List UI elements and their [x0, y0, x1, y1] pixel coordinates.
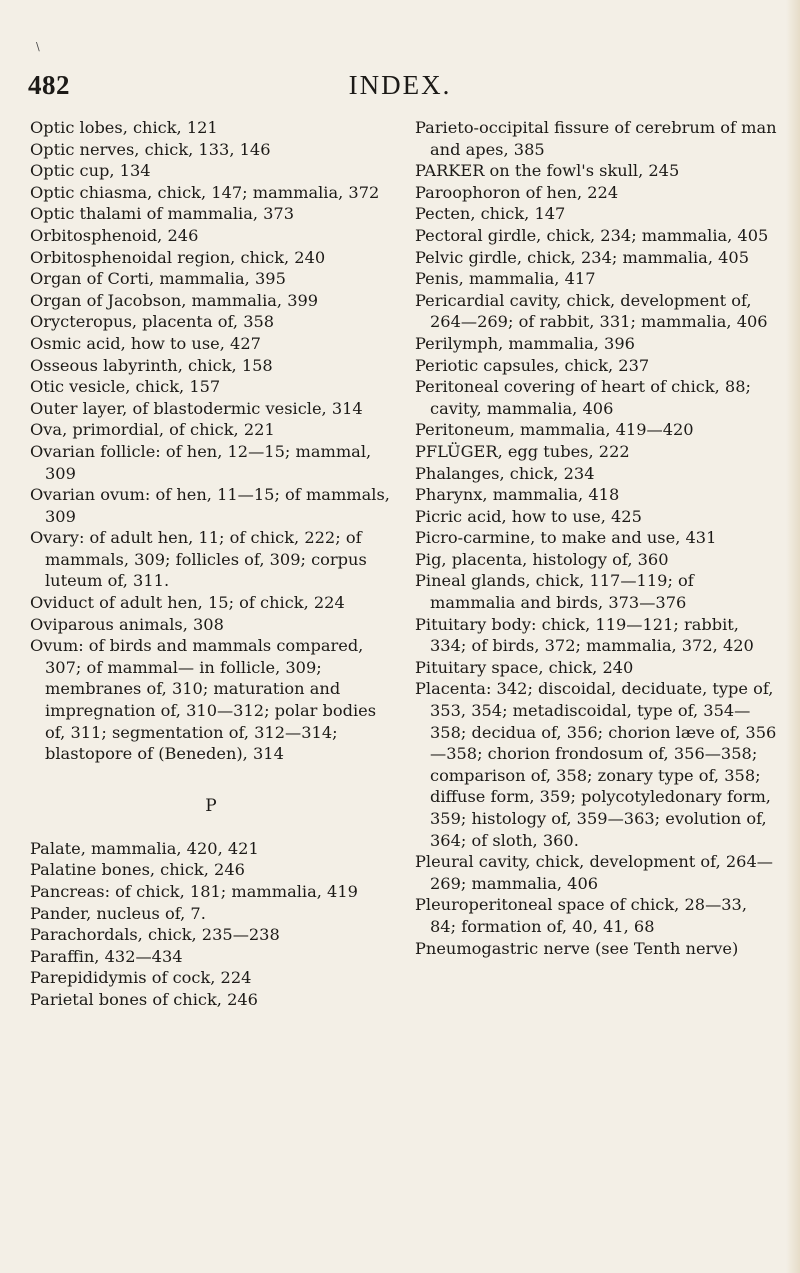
index-entry: Pharynx, mammalia, 418 — [415, 485, 620, 505]
running-title: INDEX. — [348, 70, 452, 100]
index-entry: Optic nerves, chick, 133, 146 — [30, 139, 271, 159]
index-entry: Ova, primordial, of chick, 221 — [30, 420, 275, 440]
index-entry: Orycteropus, placenta of, 358 — [30, 312, 275, 332]
index-entry: Picro-carmine, to make and use, 431 — [415, 528, 717, 548]
index-entry: Osmic acid, how to use, 427 — [30, 333, 261, 353]
index-entry: Parachordals, chick, 235—238 — [30, 925, 280, 945]
scan-mark: \ — [36, 40, 40, 53]
index-entry: Parietal bones of chick, 246 — [30, 989, 258, 1009]
page-number: 482 — [28, 70, 70, 100]
index-entry: Pancreas: of chick, 181; mammalia, 419 — [30, 882, 358, 901]
index-entry: Ovarian follicle: of hen, 12—15; mammal, 309 — [30, 441, 372, 483]
index-entry: Pituitary body: chick, 119—121; rabbit, 334; of birds, 372; mammalia, 372, 420 — [415, 614, 754, 656]
index-entry: Ovary: of adult hen, 11; of chick, 222; of mammals, 309; follicles of, 309; corpus luteum of, 311. — [30, 528, 367, 591]
index-entry: Paroophoron of hen, 224 — [415, 182, 619, 202]
index-entry: Picric acid, how to use, 425 — [415, 506, 642, 526]
index-entry: Parieto-occipital fissure of cerebrum of man and apes, 385 — [415, 118, 777, 159]
section-letter-p: P — [205, 795, 217, 816]
index-entry: Osseous labyrinth, chick, 158 — [30, 355, 273, 375]
page-edge-shadow — [786, 0, 800, 1273]
index-entry: Optic lobes, chick, 121 — [30, 118, 218, 137]
index-entry: Peritoneal covering of heart of chick, 88; cavity, mammalia, 406 — [415, 377, 751, 418]
index-entry: Phalanges, chick, 234 — [415, 463, 595, 483]
index-entry: PFLÜGER, egg tubes, 222 — [415, 441, 630, 461]
index-entry: Pneumogastric nerve (see Tenth nerve) — [415, 938, 739, 958]
index-entry: Penis, mammalia, 417 — [415, 269, 596, 289]
right-column — [415, 117, 777, 959]
index-entry: Pander, nucleus of, 7. — [30, 903, 206, 923]
index-entry: Placenta: 342; discoidal, deciduate, type of, 353, 354; metadiscoidal, type of, 354—358; decidua of, 356; chorion læve of, 356—358; chorion frondosum of, 356—358; comparison of, 358; zonary type of, 358; diffuse form, 359; polycotyledonary form, 359; histology of, 359—363; evolution of, 364; of sloth, 360. — [415, 679, 777, 850]
index-entry: Organ of Jacobson, mammalia, 399 — [30, 290, 319, 310]
index-entry: Optic chiasma, chick, 147; mammalia, 372 — [30, 182, 380, 202]
index-entry: Palatine bones, chick, 246 — [30, 860, 245, 880]
index-entry: Orbitosphenoid, 246 — [30, 225, 199, 245]
index-entry: Ovarian ovum: of hen, 11—15; of mammals, 309 — [30, 485, 390, 526]
index-entry: Peritoneum, mammalia, 419—420 — [415, 420, 694, 440]
index-entry: Parepididymis of cock, 224 — [30, 968, 252, 988]
index-entry: Organ of Corti, mammalia, 395 — [30, 269, 286, 289]
index-entry: Pituitary space, chick, 240 — [415, 657, 634, 677]
index-entry: Pleuroperitoneal space of chick, 28—33, 84; formation of, 40, 41, 68 — [415, 895, 748, 936]
index-entry: Optic cup, 134 — [30, 161, 151, 181]
index-entry: Pericardial cavity, chick, development of, 264—269; of rabbit, 331; mammalia, 406 — [415, 290, 768, 332]
index-entry: Orbitosphenoidal region, chick, 240 — [30, 247, 326, 267]
index-entry: Pig, placenta, histology of, 360 — [415, 549, 669, 569]
index-entry: Pelvic girdle, chick, 234; mammalia, 405 — [415, 247, 750, 267]
index-entry: Perilymph, mammalia, 396 — [415, 333, 635, 353]
index-entry: Optic thalami of mammalia, 373 — [30, 204, 295, 224]
index-entry: Paraffin, 432—434 — [30, 946, 183, 966]
index-entry: Pectoral girdle, chick, 234; mammalia, 405 — [415, 225, 769, 245]
index-entry: Oviduct of adult hen, 15; of chick, 224 — [30, 593, 345, 613]
index-entry: Palate, mammalia, 420, 421 — [30, 838, 259, 858]
index-entry: Ovum: of birds and mammals compared, 307; of mammal— in follicle, 309; membranes of, 310; maturation and impregnation of, 310—312; polar bodies of, 311; segmentation of, 312—314; blastopore of (Beneden), 314 — [30, 636, 377, 764]
index-entry: Pineal glands, chick, 117—119; of mammalia and birds, 373—376 — [415, 571, 694, 613]
left-column — [30, 117, 392, 1011]
index-entry: Periotic capsules, chick, 237 — [415, 355, 650, 375]
index-entry: Outer layer, of blastodermic vesicle, 314 — [30, 398, 363, 418]
index-entry: Pleural cavity, chick, development of, 264—269; mammalia, 406 — [415, 852, 773, 893]
index-entry: Oviparous animals, 308 — [30, 614, 224, 634]
index-entry: Pecten, chick, 147 — [415, 204, 566, 224]
index-entry: Otic vesicle, chick, 157 — [30, 377, 221, 397]
index-entry: PARKER on the fowl's skull, 245 — [415, 161, 680, 181]
